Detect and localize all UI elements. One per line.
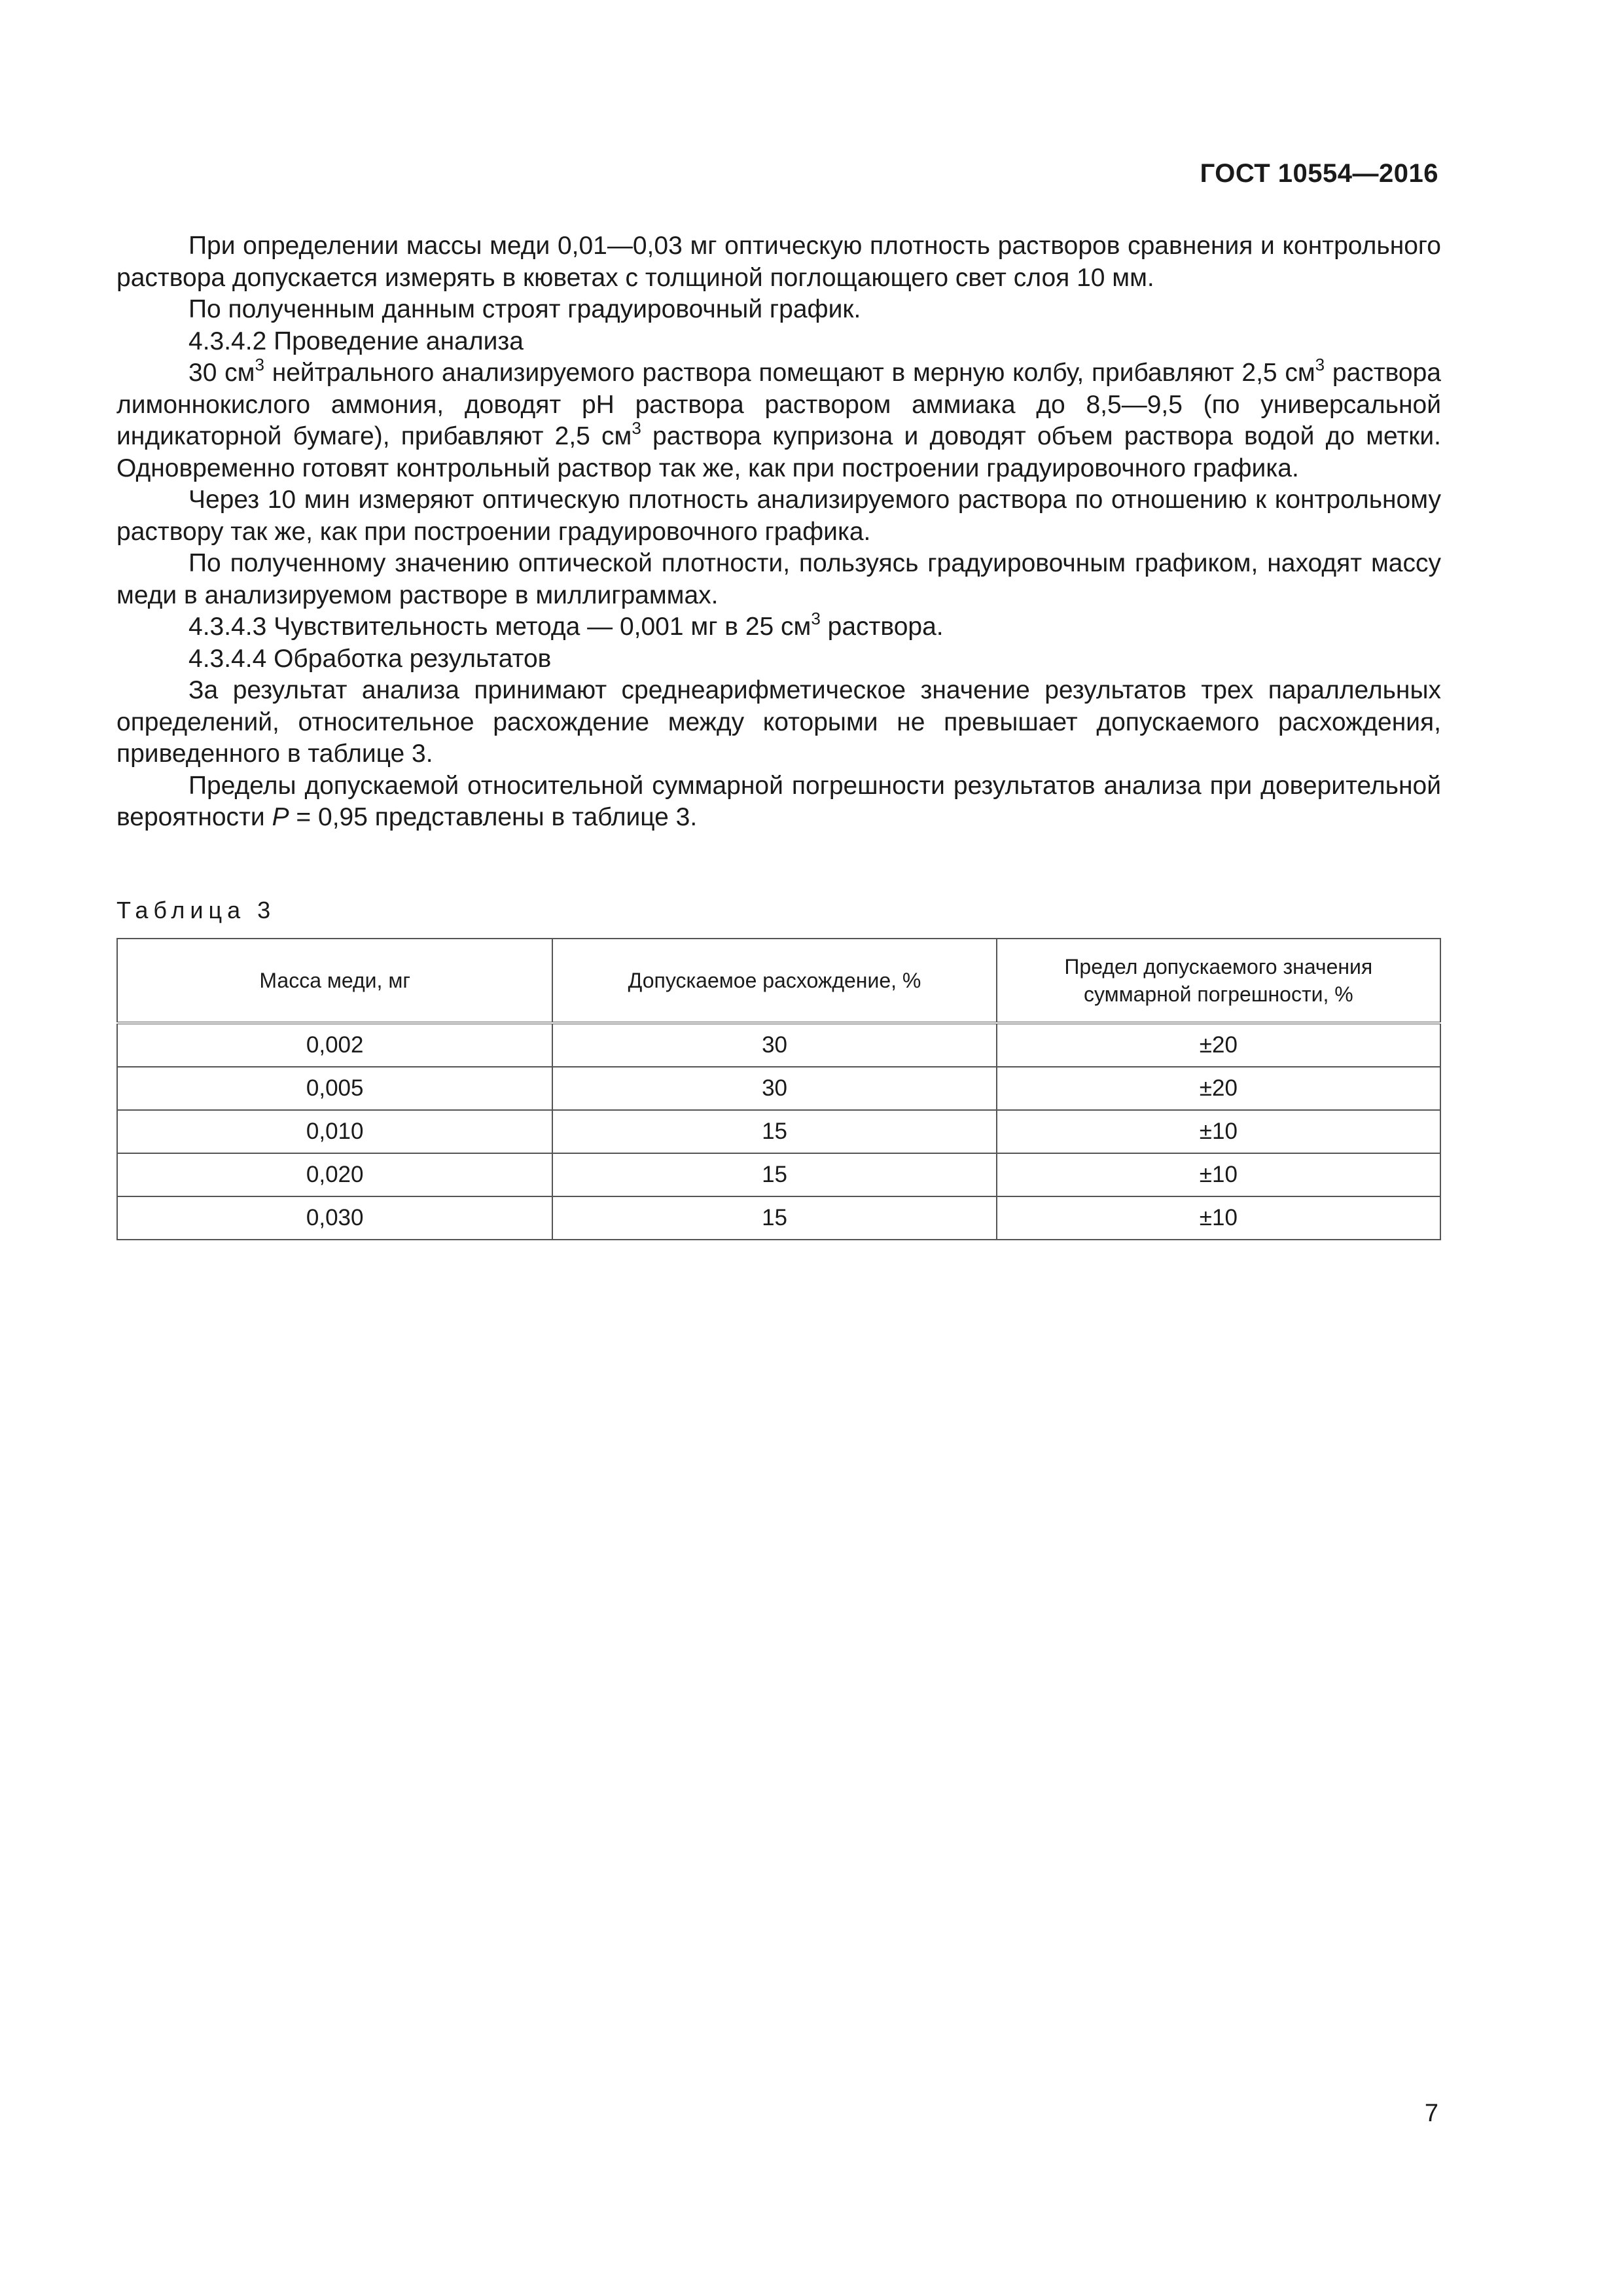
- cell-copper-mass: 0,010: [117, 1110, 552, 1153]
- cell-copper-mass: 0,002: [117, 1023, 552, 1067]
- paragraph-mass-determination: По полученному значению оптической плотности, пользуясь градуировочным графиком, находят массу меди в анализируемом растворе в миллиграммах.: [116, 549, 1441, 609]
- cell-discrepancy: 30: [552, 1023, 996, 1067]
- document-standard-number: ГОСТ 10554—2016: [1200, 159, 1438, 188]
- table-row: [117, 1023, 1440, 1067]
- paragraph-calibration-graph: По полученным данным строят градуировочный график.: [188, 295, 861, 323]
- volume-30-text: 30 см: [188, 359, 255, 387]
- superscript-3: 3: [811, 609, 821, 628]
- cell-discrepancy: 15: [552, 1110, 996, 1153]
- section-heading-4-3-4-3: [116, 611, 1441, 643]
- paragraph-measurement: Через 10 мин измеряют оптическую плотность анализируемого раствора по отношению к контрольному раствору так же, как при построении градуировочного графика.: [116, 486, 1441, 546]
- header-copper-mass: Масса меди, мг: [117, 939, 552, 1023]
- paragraph-optical-density-note: При определении массы меди 0,01—0,03 мг оптическую плотность растворов сравнения и контрольного раствора допускается измерять в кюветах с толщиной поглощающего свет слоя 10 мм.: [116, 232, 1441, 292]
- superscript-3: 3: [1315, 355, 1325, 374]
- cell-error-limit: ±10: [997, 1153, 1440, 1196]
- sensitivity-text-end: раствора.: [827, 613, 944, 641]
- table-row: [117, 1067, 1440, 1110]
- cell-discrepancy: 15: [552, 1196, 996, 1240]
- header-error-limit: Предел допускаемого значения суммарной погрешности, %: [997, 939, 1440, 1023]
- table-row: [117, 1153, 1440, 1196]
- superscript-3: 3: [255, 355, 264, 374]
- procedure-text-part-3: раствора купризона и доводят объем раствора водой до метки. Одновременно готовят контрольный раствор так же, как при построении градуировочного графика.: [116, 422, 1441, 482]
- table-caption: Таблица 3: [116, 897, 276, 924]
- table-header-row: [117, 939, 1440, 1023]
- cell-error-limit: ±10: [997, 1110, 1440, 1153]
- cell-discrepancy: 15: [552, 1153, 996, 1196]
- paragraph-result-definition: За результат анализа принимают среднеарифметическое значение результатов трех параллельных определений, относительное расхождение между которыми не превышает допускаемого расхождения, приведенного в таблице 3.: [116, 676, 1441, 768]
- probability-symbol: P: [272, 803, 289, 831]
- cell-error-limit: ±10: [997, 1196, 1440, 1240]
- sensitivity-text: 4.3.4.3 Чувствительность метода — 0,001 мг в 25 см: [188, 613, 812, 641]
- body-text: [116, 230, 1441, 834]
- cell-copper-mass: 0,020: [117, 1153, 552, 1196]
- table-row: [117, 1110, 1440, 1153]
- procedure-text-part-2: раствора лимоннокислого аммония, доводят pH раствора раствором аммиака до 8,5—9,5 (по универсальной индикаторной бумаге), прибавляют 2,5 см: [116, 359, 1441, 450]
- table-row: [117, 1196, 1440, 1240]
- page-number: 7: [1424, 2100, 1438, 2127]
- cell-error-limit: ±20: [997, 1067, 1440, 1110]
- header-allowed-discrepancy: Допускаемое расхождение, %: [552, 939, 996, 1023]
- results-table: [116, 938, 1441, 1240]
- paragraph-analysis-procedure: [116, 357, 1441, 484]
- cell-copper-mass: 0,030: [117, 1196, 552, 1240]
- cell-discrepancy: 30: [552, 1067, 996, 1110]
- paragraph-error-limits: [116, 770, 1441, 834]
- section-heading-4-3-4-4: 4.3.4.4 Обработка результатов: [188, 644, 552, 673]
- superscript-3: 3: [632, 418, 641, 438]
- error-limits-text-end: = 0,95 представлены в таблице 3.: [296, 803, 698, 831]
- error-limits-text: Пределы допускаемой относительной суммарной погрешности результатов анализа при доверительной вероятности: [116, 771, 1441, 831]
- section-heading-4-3-4-2: 4.3.4.2 Проведение анализа: [188, 327, 524, 355]
- procedure-text-part-1: нейтрального анализируемого раствора помещают в мерную колбу, прибавляют 2,5 см: [272, 359, 1315, 387]
- cell-copper-mass: 0,005: [117, 1067, 552, 1110]
- cell-error-limit: ±20: [997, 1023, 1440, 1067]
